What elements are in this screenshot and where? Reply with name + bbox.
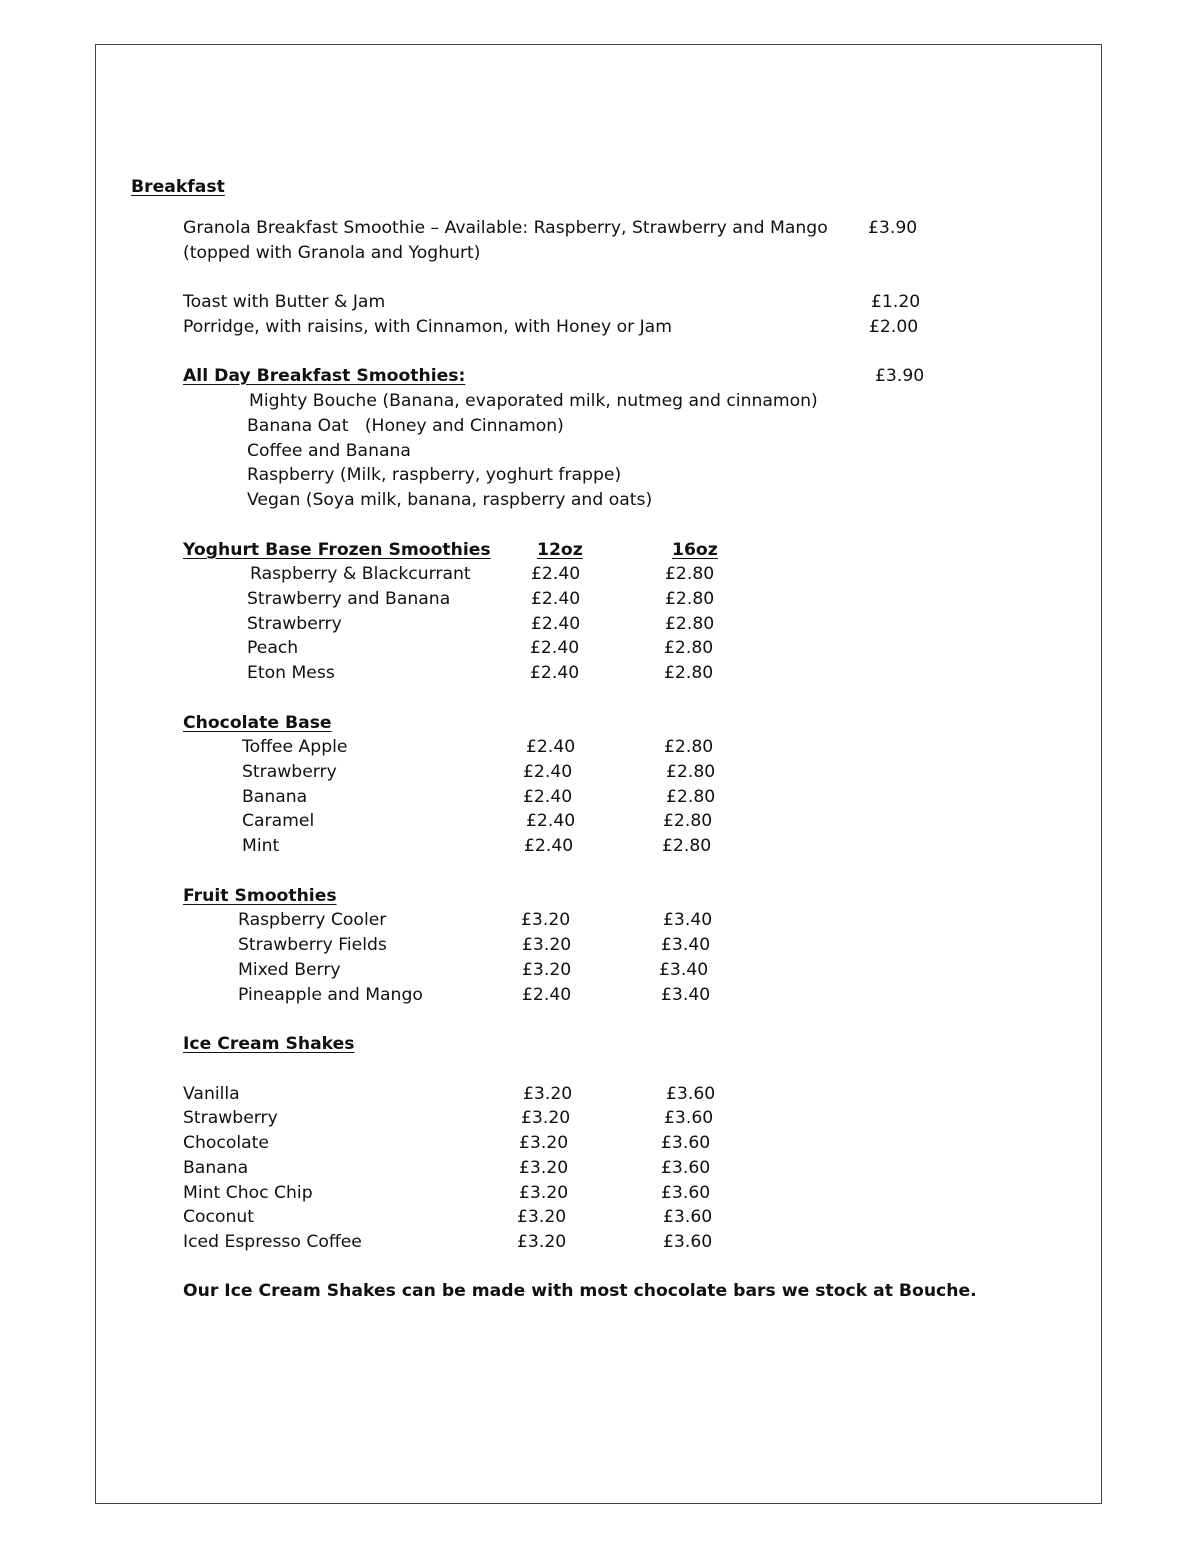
menu-item-name: Mixed Berry — [238, 960, 341, 980]
toast-item: Toast with Butter & Jam — [183, 292, 386, 312]
all-day-smoothies-heading: All Day Breakfast Smoothies: — [183, 366, 466, 386]
porridge-price: £2.00 — [869, 317, 919, 337]
menu-item-name: Strawberry Fields — [238, 935, 387, 955]
menu-item-name: Caramel — [242, 811, 315, 831]
granola-smoothie-price: £3.90 — [868, 218, 918, 238]
all-day-item: Vegan (Soya milk, banana, raspberry and oats) — [247, 490, 653, 510]
menu-item-name: Coconut — [183, 1207, 255, 1227]
menu-item-price-16oz: £3.60 — [663, 1207, 713, 1227]
menu-item-price-12oz: £2.40 — [523, 762, 573, 782]
menu-item-price-12oz: £3.20 — [519, 1183, 569, 1203]
menu-item-price-12oz: £3.20 — [523, 1084, 573, 1104]
granola-smoothie-item: Granola Breakfast Smoothie – Available: Raspberry, Strawberry and Mango — [183, 218, 828, 238]
all-day-smoothies-price: £3.90 — [875, 366, 925, 386]
breakfast-heading: Breakfast — [131, 177, 225, 197]
menu-item-price-16oz: £2.80 — [666, 787, 716, 807]
all-day-item: Mighty Bouche (Banana, evaporated milk, nutmeg and cinnamon) — [249, 391, 818, 411]
menu-item-price-12oz: £3.20 — [521, 1108, 571, 1128]
menu-item-price-12oz: £3.20 — [517, 1232, 567, 1252]
menu-item-price-12oz: £2.40 — [523, 787, 573, 807]
menu-item-name: Strawberry — [242, 762, 337, 782]
size-12oz-header: 12oz — [537, 540, 583, 560]
menu-item-name: Strawberry — [247, 614, 342, 634]
menu-item-name: Raspberry Cooler — [238, 910, 387, 930]
all-day-item: Coffee and Banana — [247, 441, 411, 461]
fruit-section-heading: Fruit Smoothies — [183, 886, 337, 906]
menu-item-price-16oz: £3.60 — [661, 1158, 711, 1178]
menu-item-name: Banana — [242, 787, 308, 807]
menu-item-price-12oz: £2.40 — [530, 638, 580, 658]
menu-item-price-12oz: £2.40 — [524, 836, 574, 856]
menu-item-price-12oz: £3.20 — [519, 1158, 569, 1178]
menu-item-price-16oz: £3.60 — [661, 1133, 711, 1153]
menu-item-price-16oz: £3.60 — [663, 1232, 713, 1252]
menu-item-price-16oz: £3.60 — [661, 1183, 711, 1203]
menu-item-price-12oz: £3.20 — [517, 1207, 567, 1227]
menu-item-name: Mint — [242, 836, 280, 856]
menu-item-price-12oz: £3.20 — [522, 935, 572, 955]
menu-item-price-12oz: £2.40 — [526, 737, 576, 757]
toast-price: £1.20 — [871, 292, 921, 312]
menu-item-name: Toffee Apple — [242, 737, 348, 757]
menu-item-price-12oz: £3.20 — [519, 1133, 569, 1153]
menu-item-price-16oz: £2.80 — [662, 836, 712, 856]
menu-item-name: Strawberry — [183, 1108, 278, 1128]
granola-smoothie-note: (topped with Granola and Yoghurt) — [183, 243, 481, 263]
chocolate-section-heading: Chocolate Base — [183, 713, 332, 733]
menu-item-price-16oz: £2.80 — [664, 737, 714, 757]
menu-item-price-16oz: £2.80 — [665, 614, 715, 634]
menu-item-price-12oz: £3.20 — [521, 910, 571, 930]
menu-item-price-16oz: £3.40 — [659, 960, 709, 980]
menu-item-price-12oz: £2.40 — [522, 985, 572, 1005]
menu-item-name: Banana — [183, 1158, 249, 1178]
menu-item-price-12oz: £2.40 — [530, 663, 580, 683]
menu-item-name: Mint Choc Chip — [183, 1183, 313, 1203]
menu-item-price-16oz: £3.40 — [661, 985, 711, 1005]
menu-item-price-16oz: £2.80 — [664, 638, 714, 658]
menu-item-name: Iced Espresso Coffee — [183, 1232, 362, 1252]
menu-item-name: Chocolate — [183, 1133, 269, 1153]
menu-item-price-12oz: £3.20 — [522, 960, 572, 980]
menu-item-price-16oz: £2.80 — [665, 589, 715, 609]
porridge-item: Porridge, with raisins, with Cinnamon, with Honey or Jam — [183, 317, 672, 337]
menu-item-price-12oz: £2.40 — [526, 811, 576, 831]
size-16oz-header: 16oz — [672, 540, 718, 560]
menu-item-price-12oz: £2.40 — [531, 589, 581, 609]
all-day-item: Raspberry (Milk, raspberry, yoghurt frappe) — [247, 465, 622, 485]
menu-item-price-16oz: £2.80 — [665, 564, 715, 584]
menu-item-price-12oz: £2.40 — [531, 614, 581, 634]
menu-item-price-16oz: £3.40 — [663, 910, 713, 930]
menu-item-price-16oz: £3.60 — [666, 1084, 716, 1104]
menu-item-name: Peach — [247, 638, 299, 658]
menu-item-price-16oz: £3.60 — [664, 1108, 714, 1128]
all-day-item: Banana Oat (Honey and Cinnamon) — [247, 416, 564, 436]
yoghurt-section-heading: Yoghurt Base Frozen Smoothies — [183, 540, 491, 560]
menu-item-price-16oz: £3.40 — [661, 935, 711, 955]
menu-item-name: Vanilla — [183, 1084, 240, 1104]
shakes-section-heading: Ice Cream Shakes — [183, 1034, 355, 1054]
menu-item-price-16oz: £2.80 — [664, 663, 714, 683]
menu-item-price-12oz: £2.40 — [531, 564, 581, 584]
shakes-footer-note: Our Ice Cream Shakes can be made with most chocolate bars we stock at Bouche. — [183, 1281, 977, 1301]
menu-item-name: Eton Mess — [247, 663, 335, 683]
menu-item-name: Pineapple and Mango — [238, 985, 423, 1005]
menu-item-price-16oz: £2.80 — [666, 762, 716, 782]
menu-item-price-16oz: £2.80 — [663, 811, 713, 831]
menu-item-name: Raspberry & Blackcurrant — [250, 564, 471, 584]
menu-item-name: Strawberry and Banana — [247, 589, 451, 609]
